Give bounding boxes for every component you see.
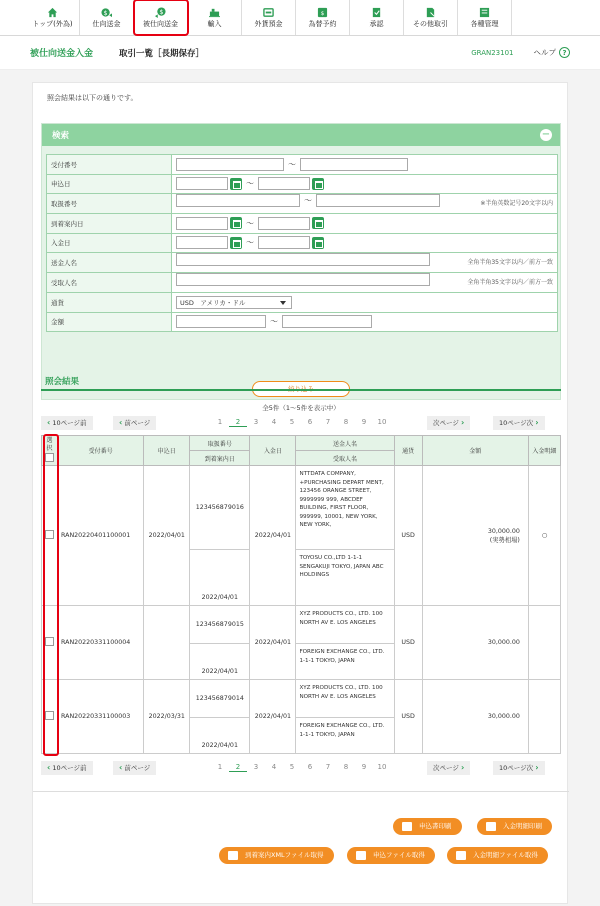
next-10-pages-button[interactable] — [493, 761, 545, 775]
table-row — [42, 680, 561, 718]
chevron-right-icon: › — [460, 418, 465, 427]
calendar-icon[interactable] — [230, 217, 242, 229]
cell-sender: XYZ PRODUCTS CO., LTD. 100 NORTH AV E. LOS ANGELES — [296, 606, 394, 644]
cell-currency: USD — [394, 680, 422, 754]
col-sender: 送金人名 — [296, 436, 394, 451]
page-number[interactable]: 2 — [229, 763, 247, 772]
table-row — [42, 606, 561, 644]
next-label: 次ページ — [433, 764, 459, 772]
chevron-right-icon: › — [535, 418, 539, 427]
currency-select[interactable]: USD アメリカ・ドル — [176, 296, 292, 309]
col-ref-no: 取扱番号 — [190, 436, 250, 451]
apply-date-to-input[interactable] — [258, 177, 310, 190]
page-numbers — [211, 763, 391, 772]
calendar-icon[interactable] — [312, 217, 324, 229]
page-number[interactable]: 5 — [289, 418, 295, 426]
page-title: 取引一覧［長期保存］ — [119, 48, 205, 59]
receiver-hint: 全角半角35文字以内／前方一致 — [467, 279, 553, 286]
other-icon — [425, 7, 436, 19]
page-number[interactable]: 6 — [307, 418, 313, 426]
page-numbers — [211, 418, 391, 427]
page-number[interactable]: 2 — [229, 418, 247, 427]
narrow-down-button[interactable]: 絞り込み — [252, 381, 350, 397]
search-header[interactable] — [42, 124, 560, 146]
cell-ref-no: 123456879015 — [190, 606, 250, 644]
approve-icon — [371, 7, 382, 19]
apply-date-from-input[interactable] — [176, 177, 228, 190]
prev-10-pages-button[interactable] — [41, 761, 93, 775]
nav-item-home[interactable] — [26, 0, 80, 35]
prev-page-button[interactable] — [113, 416, 156, 430]
range-separator: ～ — [304, 196, 312, 205]
col-receipt-no: 受付番号 — [58, 436, 144, 466]
cell-ref-no: 123456879014 — [190, 680, 250, 718]
range-separator: ～ — [270, 317, 278, 327]
pager-top — [41, 416, 561, 432]
global-nav — [0, 0, 600, 36]
svg-text:$: $ — [159, 7, 164, 16]
arrival-date-from-input[interactable] — [176, 217, 228, 230]
amount-value: 30,000.00 — [487, 527, 520, 535]
page-number[interactable]: 1 — [217, 418, 223, 426]
amount-to-input[interactable] — [282, 315, 372, 328]
cell-arrival-date: 2022/04/01 — [190, 644, 250, 680]
cell-receiver: TOYOSU CO.,LTD 1-1-1 SENGAKUJI TOKYO, JAPAN ABC HOLDINGS — [296, 550, 394, 606]
chevron-left-icon: ‹ — [47, 763, 51, 772]
range-separator: ～ — [246, 218, 254, 228]
label-deposit-date: 入金日 — [47, 233, 172, 253]
cell-receipt-no: RAN20220401100001 — [58, 466, 144, 606]
cell-detail — [528, 680, 560, 754]
result-message: 照会結果は以下の通りです。 — [47, 94, 138, 102]
search-title: 検索 — [52, 131, 70, 141]
help-link[interactable] — [534, 47, 571, 58]
amount-value: 30,000.00 — [487, 639, 520, 646]
cell-currency: USD — [394, 466, 422, 606]
page-number[interactable]: 7 — [325, 418, 331, 426]
prev-10-label: 10ページ前 — [52, 419, 87, 427]
detail-file-label: 入金明細ファイル取得 — [473, 851, 538, 859]
nav-label: 仕向送金 — [92, 19, 121, 28]
next-page-button[interactable] — [427, 761, 470, 775]
next-10-label: 10ページ次 — [499, 764, 534, 772]
deposit-date-to-input[interactable] — [258, 236, 310, 249]
prev-10-pages-button[interactable] — [41, 416, 93, 430]
range-separator: ～ — [246, 238, 254, 248]
svg-text:$: $ — [103, 8, 108, 17]
cell-currency: USD — [394, 606, 422, 680]
nav-label: その他取引 — [413, 19, 448, 28]
col-amount: 金額 — [422, 436, 528, 466]
page-number[interactable]: 5 — [289, 763, 295, 771]
results-title: 照会結果 — [45, 377, 80, 387]
chevron-left-icon: ‹ — [47, 418, 51, 427]
screen-id: GRAN23101 — [471, 48, 514, 57]
nav-item-manage[interactable] — [458, 0, 512, 35]
amount-note: (実勢相場) — [489, 536, 520, 544]
ref-no-hint: ※半角英数記号20文字以内 — [480, 200, 553, 207]
table-row — [42, 466, 561, 550]
application-file-button[interactable] — [347, 847, 435, 864]
label-ref-no: 取扱番号 — [47, 194, 172, 214]
file-icon — [456, 851, 466, 860]
page-number[interactable]: 9 — [361, 763, 367, 771]
result-count: 全5件（1～5件を表示中） — [262, 404, 340, 412]
print-detail-label: 入金明細印刷 — [503, 822, 542, 830]
cell-apply-date — [144, 606, 190, 680]
prev-10-label: 10ページ前 — [52, 764, 87, 772]
label-currency: 通貨 — [47, 293, 172, 313]
page-number[interactable]: 3 — [253, 418, 259, 426]
cell-detail — [528, 606, 560, 680]
cell-apply-date: 2022/03/31 — [144, 680, 190, 754]
prev-label: 前ページ — [124, 764, 151, 772]
sender-hint: 全角半角35文字以内／前方一致 — [467, 259, 553, 266]
label-apply-date: 申込日 — [47, 174, 172, 194]
cell-receiver: FOREIGN EXCHANGE CO., LTD. 1-1-1 TOKYO, JAPAN — [296, 718, 394, 754]
import-icon — [209, 7, 220, 19]
next-label: 次ページ — [433, 419, 459, 427]
prev-label: 前ページ — [124, 419, 151, 427]
nav-item-deposit[interactable] — [242, 0, 296, 35]
exchange-icon — [317, 7, 328, 19]
sender-input[interactable] — [176, 253, 430, 266]
help-label: ヘルプ — [533, 48, 556, 57]
cell-amount — [422, 680, 528, 754]
cell-sender: NTTDATA COMPANY, +PURCHASING DEPART MENT, 123456 ORANGE STREET, 9999999 999, ABCDEF BUILDING, FIRST FLOOR, 999999, 10001, NEW YORK, NEW YORK, — [296, 466, 394, 550]
cell-apply-date: 2022/04/01 — [144, 466, 190, 606]
nav-label: 為替予約 — [308, 19, 337, 28]
detail-file-button[interactable] — [447, 847, 548, 864]
cell-amount — [422, 466, 528, 606]
cell-detail: ○ — [528, 466, 560, 606]
page-number[interactable]: 3 — [253, 763, 259, 771]
chevron-right-icon: › — [535, 763, 539, 772]
nav-label: 承認 — [369, 19, 384, 28]
results-divider — [41, 389, 561, 391]
amount-from-input[interactable] — [176, 315, 266, 328]
next-10-label: 10ページ次 — [499, 419, 534, 427]
nav-label: 輸入 — [207, 19, 222, 28]
chevron-left-icon: ‹ — [119, 418, 123, 427]
page-number[interactable]: 4 — [271, 418, 277, 426]
label-amount: 金額 — [47, 312, 172, 332]
chevron-right-icon: › — [460, 763, 465, 772]
chevron-left-icon: ‹ — [119, 763, 123, 772]
print-application-button[interactable] — [393, 818, 462, 835]
ref-no-to-input[interactable] — [316, 194, 440, 207]
page-number[interactable]: 8 — [343, 418, 349, 426]
cell-amount — [422, 606, 528, 680]
nav-label: 被仕向送金 — [143, 19, 178, 28]
xml-arrival-button[interactable] — [219, 847, 334, 864]
nav-item-exchange[interactable] — [296, 0, 350, 35]
next-page-button[interactable] — [427, 416, 470, 430]
nav-item-import[interactable] — [188, 0, 242, 35]
col-apply-date: 申込日 — [144, 436, 190, 466]
manage-icon — [479, 7, 490, 19]
col-detail: 入金明細 — [528, 436, 560, 466]
nav-item-other[interactable] — [404, 0, 458, 35]
page-number[interactable]: 4 — [271, 763, 277, 771]
col-arrival-date: 到着案内日 — [190, 451, 250, 466]
cell-sender: XYZ PRODUCTS CO., LTD. 100 NORTH AV E. LOS ANGELES — [296, 680, 394, 718]
collapse-icon[interactable]: − — [541, 129, 551, 140]
page-number[interactable]: 10 — [377, 763, 387, 771]
calendar-icon[interactable] — [312, 237, 324, 249]
cell-receiver: FOREIGN EXCHANGE CO., LTD. 1-1-1 TOKYO, JAPAN — [296, 644, 394, 680]
col-receiver: 受取人名 — [296, 451, 394, 466]
nav-label: トップ(外為) — [32, 19, 73, 28]
svg-text:$: $ — [320, 10, 325, 17]
col-currency: 通貨 — [394, 436, 422, 466]
printer-icon — [402, 822, 412, 831]
calendar-icon[interactable] — [230, 237, 242, 249]
receiver-input[interactable] — [176, 273, 430, 286]
amount-value: 30,000.00 — [487, 713, 520, 720]
receipt-no-from-input[interactable] — [176, 158, 284, 171]
file-icon — [356, 851, 366, 860]
main-panel — [32, 82, 568, 904]
select-label: 選択 — [46, 437, 53, 452]
arrival-date-to-input[interactable] — [258, 217, 310, 230]
cell-receipt-no: RAN20220331100003 — [58, 680, 144, 754]
results-table — [41, 435, 561, 754]
application-file-label: 申込ファイル取得 — [373, 851, 425, 859]
home-icon — [47, 7, 58, 19]
range-separator: ～ — [246, 179, 254, 189]
page-number[interactable]: 8 — [343, 763, 349, 771]
label-receiver: 受取人名 — [47, 273, 172, 293]
nav-label: 外貨預金 — [254, 19, 283, 28]
prev-page-button[interactable] — [113, 761, 156, 775]
calendar-icon[interactable] — [230, 178, 242, 190]
receipt-no-to-input[interactable] — [300, 158, 408, 171]
title-bar — [0, 36, 600, 70]
nav-item-receive-money[interactable] — [134, 0, 188, 35]
page-number[interactable]: 10 — [377, 418, 387, 426]
xml-arrival-label: 到着案内XMLファイル取得 — [245, 851, 324, 859]
cell-ref-no: 123456879016 — [190, 466, 250, 550]
select-column-highlight — [43, 434, 59, 756]
search-form — [46, 154, 558, 332]
search-panel — [41, 123, 561, 400]
label-sender: 送金人名 — [47, 253, 172, 273]
printer-icon — [486, 822, 496, 831]
nav-item-approve[interactable] — [350, 0, 404, 35]
cell-receipt-no: RAN20220331100004 — [58, 606, 144, 680]
help-icon: ? — [559, 47, 570, 58]
page-number[interactable]: 9 — [361, 418, 367, 426]
calendar-icon[interactable] — [312, 178, 324, 190]
page-number[interactable]: 1 — [217, 763, 223, 771]
file-icon — [228, 851, 238, 860]
page-number[interactable]: 7 — [325, 763, 331, 771]
pager-bottom — [41, 761, 561, 777]
section-title: 被仕向送金入金 — [30, 49, 94, 59]
cell-deposit-date: 2022/04/01 — [250, 680, 296, 754]
deposit-date-from-input[interactable] — [176, 236, 228, 249]
ref-no-from-input[interactable] — [176, 194, 300, 207]
cell-arrival-date: 2022/04/01 — [190, 718, 250, 754]
range-separator: ～ — [288, 159, 296, 169]
print-detail-button[interactable] — [477, 818, 552, 835]
cell-deposit-date: 2022/04/01 — [250, 606, 296, 680]
label-arrival-date: 到着案内日 — [47, 214, 172, 234]
next-10-pages-button[interactable] — [493, 416, 545, 430]
print-application-label: 申込書印刷 — [419, 822, 452, 830]
label-receipt-no: 受付番号 — [47, 155, 172, 175]
col-deposit-date: 入金日 — [250, 436, 296, 466]
nav-item-send-money[interactable] — [80, 0, 134, 35]
receive-money-icon — [155, 7, 166, 19]
cell-arrival-date: 2022/04/01 — [190, 550, 250, 606]
page-number[interactable]: 6 — [307, 763, 313, 771]
footer-divider — [33, 791, 569, 792]
cell-deposit-date: 2022/04/01 — [250, 466, 296, 606]
deposit-icon — [263, 7, 274, 19]
send-money-icon — [101, 7, 112, 19]
nav-label: 各種管理 — [470, 19, 499, 28]
